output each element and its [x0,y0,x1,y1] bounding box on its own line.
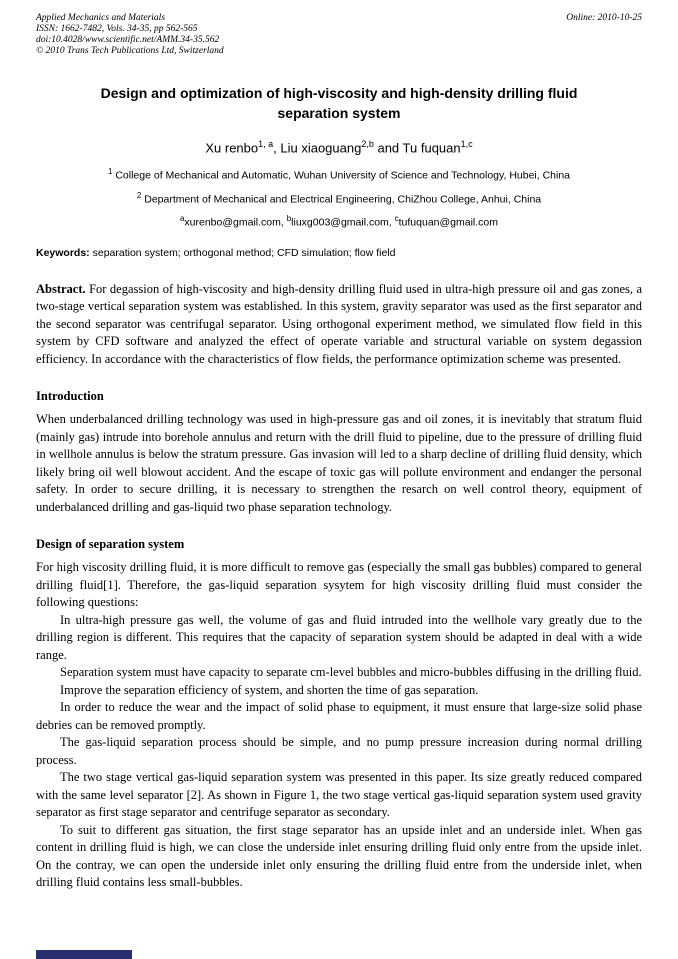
keywords-line [36,247,642,259]
affiliation-1-sup: 1 [107,167,113,177]
section-heading-introduction: Introduction [36,389,104,404]
email-b-sup: b [286,214,292,224]
author-separator-1: , [273,140,281,156]
design-paragraph-3: Separation system must have capacity to separate cm-level bubbles and micro-bubbles diffusing in the drilling fluid. [60,665,642,680]
affiliation-2-text: Department of Mechanical and Electrical Engineering, ChiZhou College, Anhui, China [141,193,542,206]
author-3: Tu fuquan [402,140,461,156]
author-3-sup: 1,c [460,139,473,149]
affiliation-2 [36,191,642,206]
design-paragraph-7: The two stage vertical gas-liquid separation system was presented in this paper. Its size greatly reduced compared with the same level separator [2]. As shown in Figure 1, the two stage vertical gas-liquid separation system used gravity separator as first stage separator and centrifuge separator as secondary. [36,770,642,820]
author-separator-2: and [373,140,403,156]
doi-line: doi:10.4028/www.scientific.net/AMM.34-35.562 [36,35,220,45]
design-paragraph-5: In order to reduce the wear and the impact of solid phase to equipment, it must ensure that large-size solid phase debries can be removed promptly. [36,700,642,732]
authors-line [36,139,642,155]
email-a-sup: a [179,214,185,224]
keywords-label: Keywords: [36,246,90,259]
journal-name: Applied Mechanics and Materials [36,13,166,23]
emails-line [36,214,642,229]
design-paragraph-4: Improve the separation efficiency of system, and shorten the time of gas separation. [60,682,479,697]
author-1: Xu renbo [205,140,259,156]
journal-header-left [36,13,224,57]
abstract [36,281,642,369]
author-2: Liu xiaoguang [280,140,362,156]
copyright-line: © 2010 Trans Tech Publications Ltd, Switzerland [36,46,224,56]
email-b: liuxg003@gmail.com, [291,216,395,229]
paper-title [46,83,632,123]
abstract-text: For degassion of high-viscosity and high-density drilling fluid used in ultra-high pressure oil and gas zones, a two-stage vertical separation system was established. In this system, gravity separator was used as the first separator and the second separator was centrifugal separator. Using orthogonal experiment method, we simulated flow field in this system by CFD software and analyzed the effect of operate variable and structural variable on system degassion efficiency. In accordance with the characteristics of flow fields, the performance optimization scheme was presented. [36,281,642,366]
affiliation-2-sup: 2 [136,190,142,200]
issn-line: ISSN: 1662-7482, Vols. 34-35, pp 562-565 [36,24,198,34]
abstract-label: Abstract. [36,281,86,296]
design-paragraph-2: In ultra-high pressure gas well, the volume of gas and fluid intruded into the wellhole vary greatly due to the drilling region is different. This requires that the capacity of separation system should be adapted in deal with a wide range. [36,612,642,662]
design-paragraph-8: To suit to different gas situation, the first stage separator has an upside inlet and an underside inlet. When gas content in drilling fluid is high, we can close the underside inlet ensuring drilling fluid only entre from the upside inlet. On the contray, we can open the underside inlet only ensuring the drilling fluid entre from the underside inlet, when drilling fluid contains less small-bubbles. [36,822,642,890]
email-c: tufuquan@gmail.com [398,216,499,229]
email-a: xurenbo@gmail.com, [184,216,287,229]
paper-title-line1: Design and optimization of high-viscosity and high-density drilling fluid [100,85,578,101]
keywords-text: separation system; orthogonal method; CFD simulation; flow field [89,246,396,259]
author-1-sup: 1, a [258,139,274,149]
section-heading-design: Design of separation system [36,537,185,552]
affiliation-1 [36,167,642,182]
email-c-sup: c [394,214,399,224]
design-paragraph-1: For high viscosity drilling fluid, it is more difficult to remove gas (especially the small gas bubbles) compared to general drilling fluid[1]. Therefore, the gas-liquid separation sysytem for high viscosity drilling fluid must consider the following questions: [36,560,642,610]
affiliation-1-text: College of Mechanical and Automatic, Wuhan University of Science and Technology, Hubei, China [112,169,571,182]
paper-title-line2: separation system [277,105,401,121]
design-paragraph-6: The gas-liquid separation process should be simple, and no pump pressure increasion during normal drilling process. [36,735,642,767]
online-date: Online: 2010-10-25 [566,13,642,23]
introduction-paragraph-1: When underbalanced drilling technology was used in high-pressure gas and oil zones, it is inevitably that stratum fluid (mainly gas) intrude into borehole annulus and return with the drill fluid to pipeline, due to the pressure of drilling fluid in wellhole annulus is below the stratum pressure. Gas invasion will led to a sharp decline of drilling fluid density, which likely bring oil well blowout accident. And the escape of toxic gas will pollute environment and endanger the personal safety. In order to secure drilling, it is necessary to strengthen the resarch on well control theory, equipment of underbalanced drilling and gas-liquid two phase separation technology. [36,412,642,514]
affiliations-block [36,167,642,229]
journal-header [36,13,642,57]
author-2-sup: 2,b [361,139,374,149]
footer-bar [36,950,132,959]
